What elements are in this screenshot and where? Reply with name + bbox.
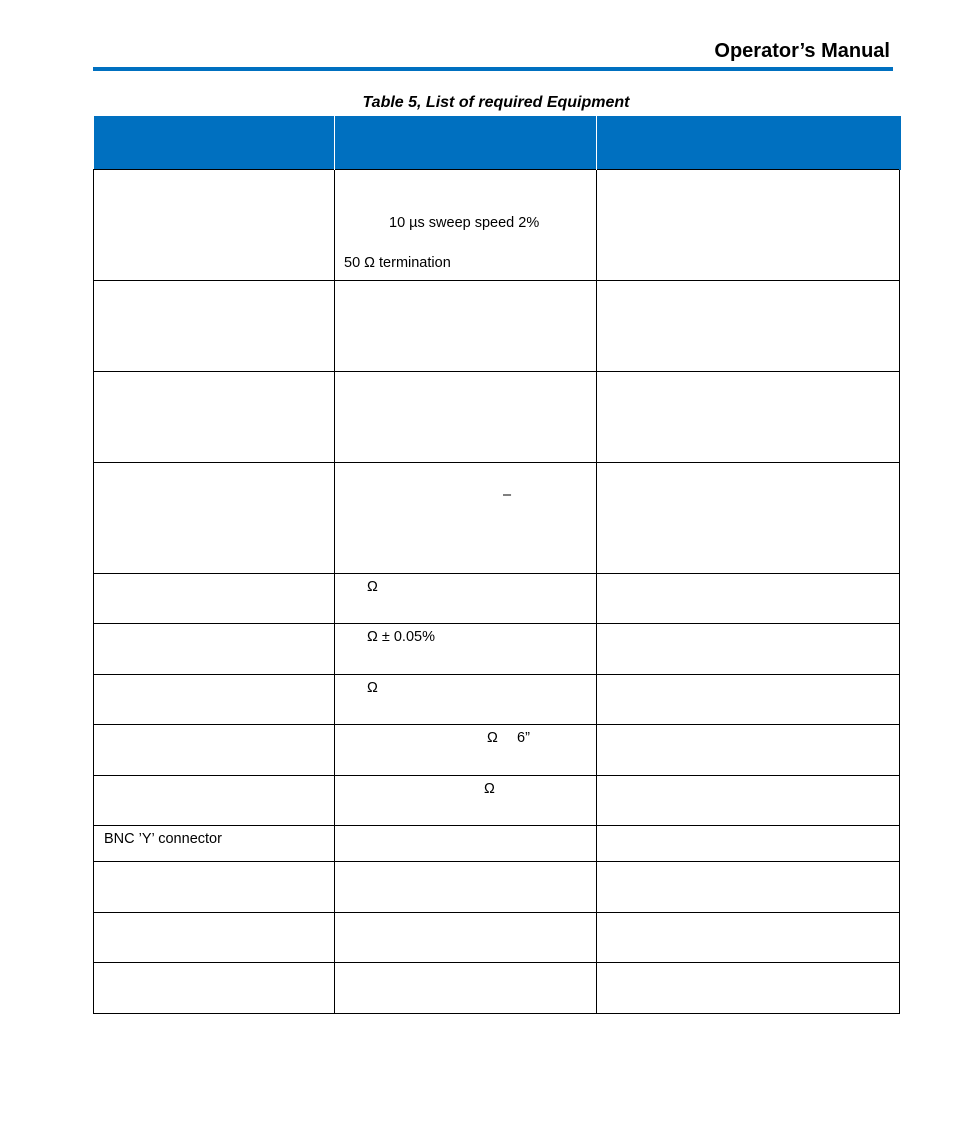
table-row [94,675,900,725]
cell-equipment [94,624,335,675]
table-row [94,776,900,826]
table-row [94,281,900,372]
table-row [94,725,900,776]
cell-specification: Ω 6” [335,725,597,776]
page-header-title: Operator’s Manual [714,40,890,62]
table-row [94,463,900,574]
header-cell-3 [597,116,900,170]
cell-notes [597,963,900,1014]
table-row [94,624,900,675]
table-row [94,826,900,862]
table-row [94,170,900,281]
cell-specification [335,281,597,372]
cell-notes [597,463,900,574]
cell-specification: Ω [335,675,597,725]
cell-notes [597,281,900,372]
cell-notes [597,826,900,862]
cell-equipment [94,463,335,574]
cell-specification [335,826,597,862]
header-cell-2 [335,116,597,170]
cell-equipment [94,281,335,372]
cell-specification [335,862,597,913]
cell-notes [597,913,900,963]
cell-notes [597,725,900,776]
cell-equipment [94,776,335,826]
cell-specification: Ω [335,574,597,624]
cell-notes [597,372,900,463]
cell-equipment [94,170,335,281]
cell-equipment [94,574,335,624]
cell-specification [335,963,597,1014]
table-row [94,913,900,963]
cell-notes [597,624,900,675]
table-row [94,574,900,624]
cell-equipment: BNC ’Y’ connector [94,826,335,862]
cell-equipment [94,675,335,725]
cell-notes [597,170,900,281]
table-row [94,963,900,1014]
cell-equipment [94,372,335,463]
cell-equipment [94,913,335,963]
header-rule [93,67,893,71]
table-row [94,862,900,913]
cell-notes [597,675,900,725]
cell-notes [597,776,900,826]
cell-specification: – [335,463,597,574]
cell-equipment [94,725,335,776]
table-row [94,372,900,463]
cell-notes [597,862,900,913]
cell-specification: Ω [335,776,597,826]
cell-equipment [94,963,335,1014]
cell-specification [335,913,597,963]
cell-specification: 10 µs sweep speed 2% 50 Ω termination [335,170,597,281]
header-cell-1 [94,116,335,170]
cell-notes [597,574,900,624]
table-header-row [94,116,900,170]
cell-equipment [94,862,335,913]
table-caption: Table 5, List of required Equipment [362,94,630,111]
cell-specification: Ω ± 0.05% [335,624,597,675]
cell-specification [335,372,597,463]
equipment-table [93,116,901,1014]
